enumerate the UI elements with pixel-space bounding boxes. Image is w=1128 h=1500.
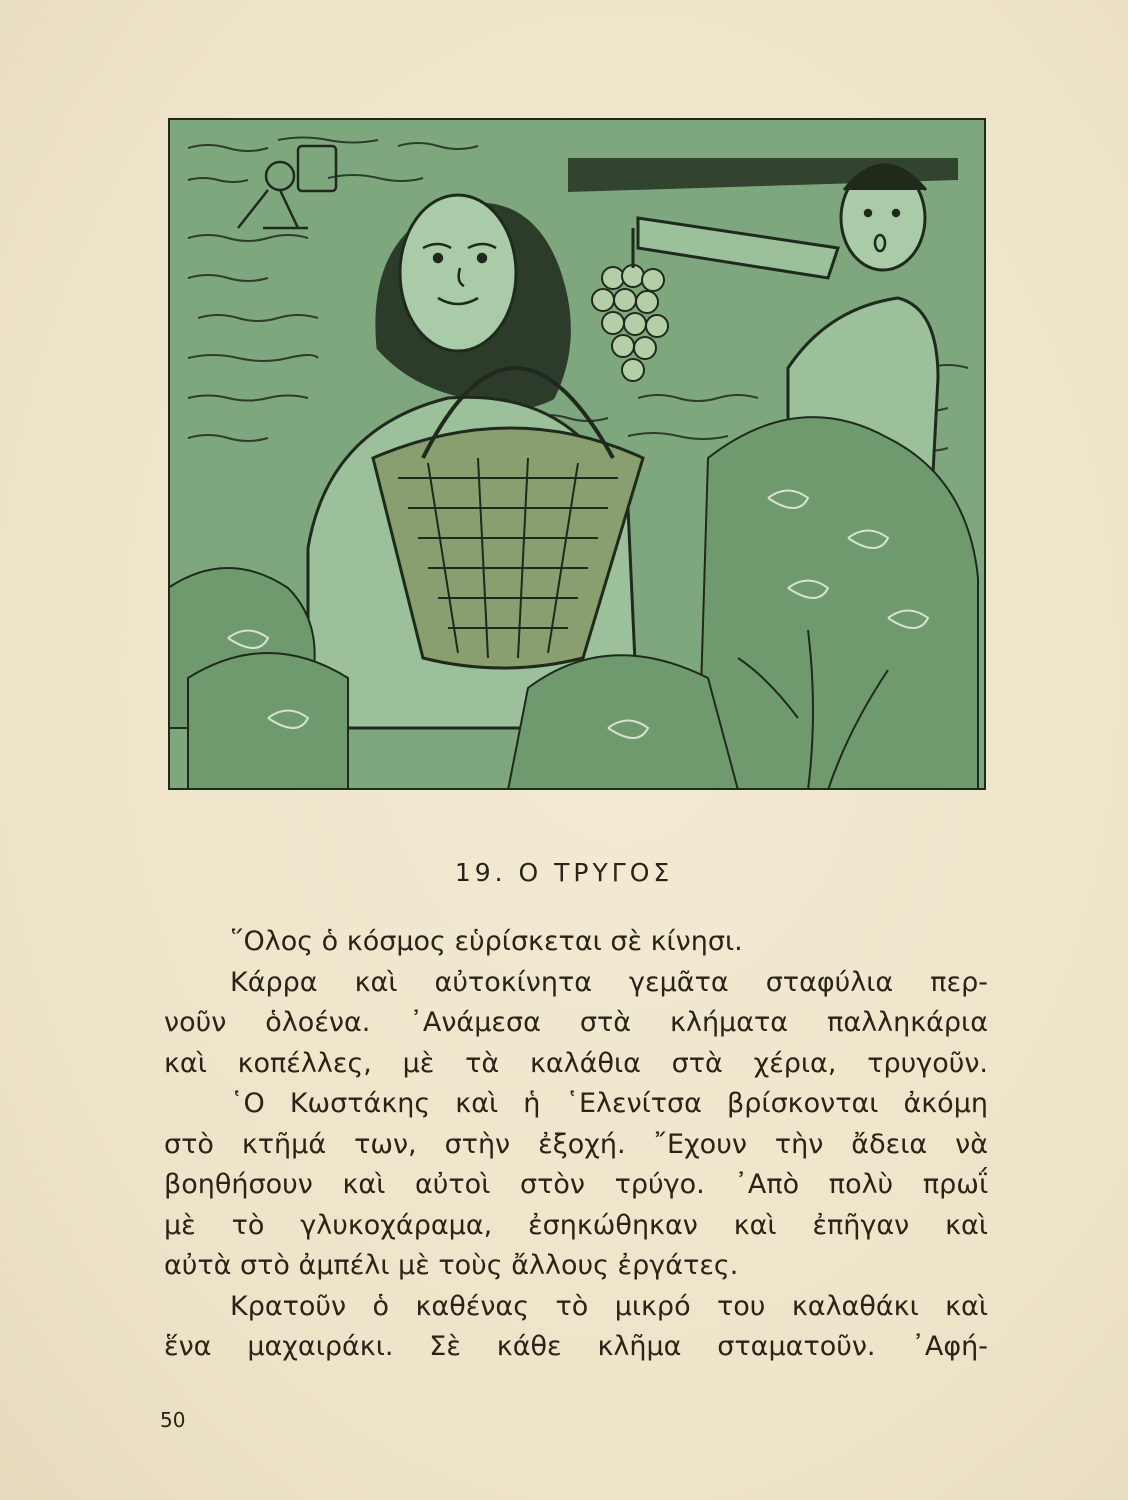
text-line: στὸ κτῆμά των, στὴν ἐξοχή. ῎Εχουν τὴν ἄδεια νὰ [164, 1128, 988, 1160]
text-line: ῾Ο Κωστάκης καὶ ἡ ῾Ελενίτσα βρίσκονται ἀκόμη [230, 1088, 988, 1119]
text-line: μὲ τὸ γλυκοχάραμα, ἐσηκώθηκαν καὶ ἐπῆγαν καὶ [164, 1209, 988, 1241]
text-line: Κάρρα καὶ αὐτοκίνητα γεμᾶτα σταφύλια περ- [230, 966, 988, 998]
text-line: καὶ κοπέλλες, μὲ τὰ καλάθια στὰ χέρια, τρυγοῦν. [164, 1047, 988, 1079]
illustration-drawing [168, 118, 986, 790]
chapter-title: 19. Ο ΤΡΥΓΟΣ [454, 858, 674, 887]
grape-harvest-illustration [168, 118, 986, 790]
page-number: 50 [160, 1408, 186, 1432]
text-line: βοηθήσουν καὶ αὐτοὶ στὸν τρύγο. ᾿Απὸ πολὺ πρωΐ [164, 1169, 988, 1200]
body-text [164, 922, 988, 1368]
text-line: Κρατοῦν ὁ καθένας τὸ μικρό του καλαθάκι καὶ [230, 1290, 988, 1322]
text-line: αὐτὰ στὸ ἀμπέλι μὲ τοὺς ἄλλους ἐργάτες. [164, 1250, 739, 1281]
text-line: νοῦν ὁλοένα. ᾿Ανάμεσα στὰ κλήματα παλληκάρια [164, 1007, 988, 1038]
text-line: ῞Ολος ὁ κόσμος εὑρίσκεται σὲ κίνησι. [230, 926, 743, 957]
text-line: ἕνα μαχαιράκι. Σὲ κάθε κλῆμα σταματοῦν. ᾿Αφή- [164, 1331, 988, 1362]
